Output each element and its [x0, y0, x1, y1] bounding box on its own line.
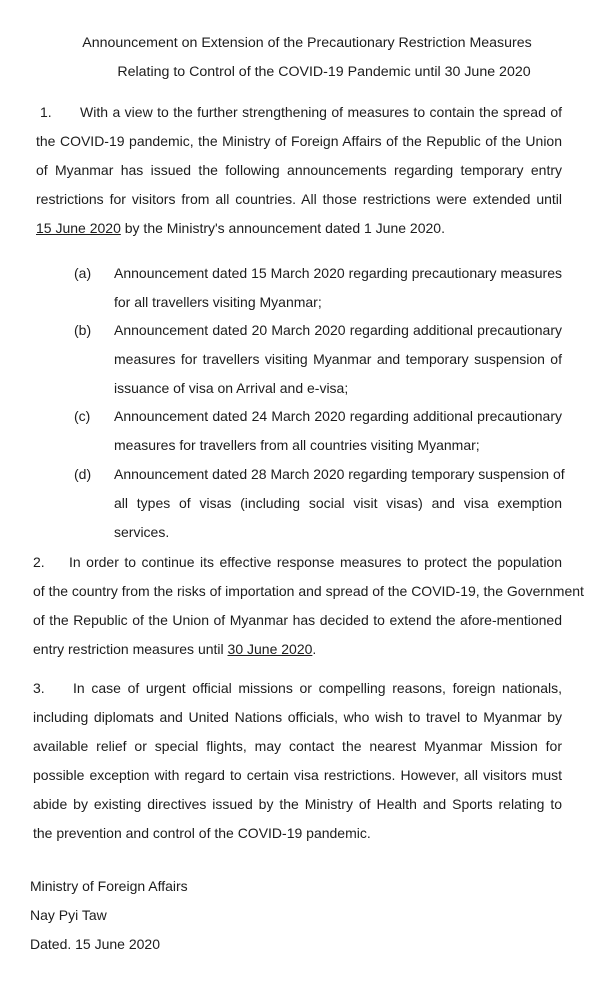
list-item-line: Announcement dated 24 March 2020 regarding additional precautionary: [114, 408, 562, 424]
list-item-line: for all travellers visiting Myanmar;: [114, 294, 322, 310]
paragraph-1-number: 1.: [40, 104, 52, 120]
paragraph-3-number: 3.: [33, 680, 45, 696]
paragraph-1-line-1: With a view to the further strengthening of measures to contain the spread of: [80, 104, 562, 120]
list-item-line: Announcement dated 28 March 2020 regarding temporary suspension of: [114, 466, 565, 482]
list-item-line: measures for travellers visiting Myanmar and temporary suspension of: [114, 351, 562, 367]
paragraph-1-line-2: the COVID-19 pandemic, the Ministry of Foreign Affairs of the Republic of the Union: [36, 133, 562, 149]
paragraph-2: [33, 548, 584, 664]
list-item-line: services.: [114, 524, 170, 540]
paragraph-1-line-4: restrictions for visitors from all countries. All those restrictions were extended until: [36, 191, 562, 207]
paragraph-2-line-1: In order to continue its effective response measures to protect the population: [69, 554, 562, 570]
paragraph-3-line-5: abide by existing directives issued by the Ministry of Health and Sports relating to: [33, 796, 562, 812]
paragraph-1-line-5: by the Ministry's announcement dated 1 June 2020.: [120, 220, 445, 236]
document-title-line-2: Relating to Control of the COVID-19 Pandemic until 30 June 2020: [117, 64, 531, 80]
signature-place: Nay Pyi Taw: [30, 907, 107, 923]
list-item-line: issuance of visa on Arrival and e-visa;: [114, 380, 349, 396]
paragraph-1: [36, 98, 562, 243]
list-item-line: Announcement dated 15 March 2020 regarding precautionary measures: [114, 265, 562, 281]
paragraph-3: [33, 674, 562, 848]
paragraph-2-date-underlined: 30 June 2020: [227, 641, 313, 657]
paragraph-2-line-4-end: .: [312, 641, 317, 657]
paragraph-2-line-3: of the Republic of the Union of Myanmar has decided to extend the afore-mentioned: [33, 612, 562, 628]
list-item-line: all types of visas (including social visit visas) and visa exemption: [114, 495, 562, 511]
list-item-line: Announcement dated 20 March 2020 regarding additional precautionary: [114, 322, 562, 338]
list-item-label: (d): [74, 466, 92, 482]
paragraph-3-line-6: the prevention and control of the COVID-19 pandemic.: [33, 825, 371, 841]
paragraph-3-line-2: including diplomats and United Nations officials, who wish to travel to Myanmar by: [33, 709, 562, 725]
paragraph-2-number: 2.: [33, 554, 45, 570]
list-item-line: measures for travellers from all countries visiting Myanmar;: [114, 437, 480, 453]
paragraph-2-line-4: entry restriction measures until: [33, 641, 228, 657]
signature-date: Dated. 15 June 2020: [30, 936, 160, 952]
paragraph-3-line-4: possible exception with regard to certain visa restrictions. However, all visitors must: [33, 767, 562, 783]
document-title-line-1: Announcement on Extension of the Precautionary Restriction Measures: [82, 35, 532, 51]
paragraph-2-line-2: of the country from the risks of importation and spread of the COVID-19, the Government: [33, 583, 584, 599]
paragraph-1-date-underlined: 15 June 2020: [36, 220, 121, 236]
paragraph-1-line-3: of Myanmar has issued the following announcements regarding temporary entry: [36, 162, 562, 178]
paragraph-3-line-1: In case of urgent official missions or compelling reasons, foreign nationals,: [73, 680, 562, 696]
list-item-label: (a): [74, 265, 92, 281]
signature-ministry: Ministry of Foreign Affairs: [30, 878, 188, 894]
paragraph-3-line-3: available relief or special flights, may contact the nearest Myanmar Mission for: [33, 738, 562, 754]
list-item-label: (b): [74, 322, 92, 338]
list-item-label: (c): [74, 408, 91, 424]
